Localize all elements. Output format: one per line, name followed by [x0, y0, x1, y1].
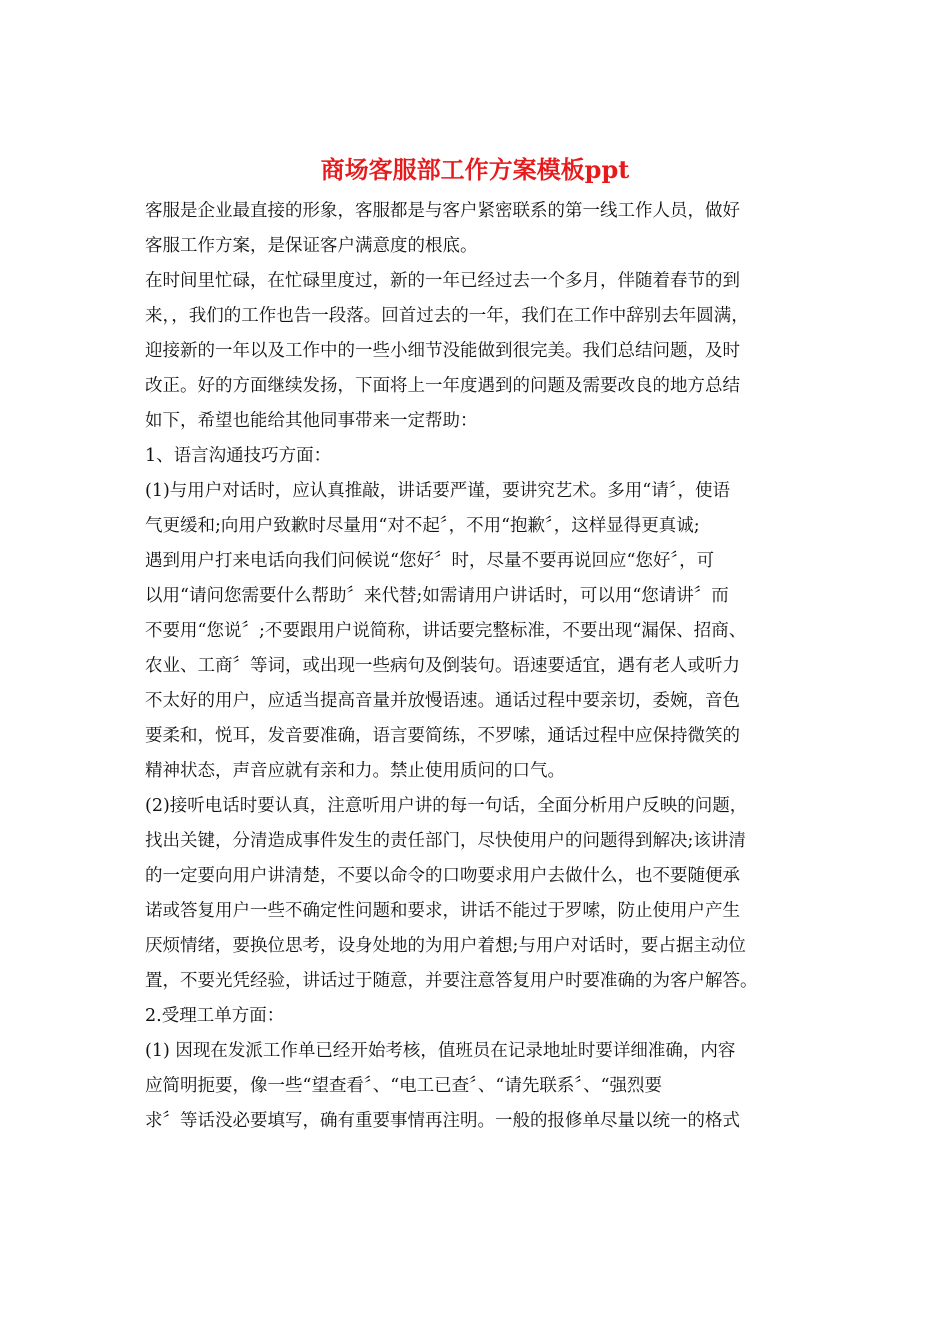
- text-line: 迎接新的一年以及工作中的一些小细节没能做到很完美。我们总结问题，及时: [145, 341, 740, 361]
- text-line: (1) 因现在发派工作单已经开始考核，值班员在记录地址时要详细准确，内容: [145, 1041, 736, 1061]
- text-line: 客服是企业最直接的形象，客服都是与客户紧密联系的第一线工作人员，做好: [145, 201, 740, 221]
- text-line: 置，不要光凭经验，讲话过于随意，并要注意答复用户时要准确的为客户解答。: [145, 971, 758, 991]
- text-line: 诺或答复用户一些不确定性问题和要求，讲话不能过于罗嗦，防止使用户产生: [145, 901, 740, 921]
- document-body: [145, 194, 817, 1139]
- text-line: 以用“请问您需要什么帮助〞来代替;如需请用户讲话时，可以用“您请讲〞而: [145, 586, 729, 606]
- text-line: 如下，希望也能给其他同事带来一定帮助：: [145, 411, 478, 431]
- text-line: 气更缓和;向用户致歉时尽量用“对不起〞，不用“抱歉〞，这样显得更真诚;: [145, 516, 700, 536]
- text-line: 求〞等话没必要填写，确有重要事情再注明。一般的报修单尽量以统一的格式: [145, 1111, 740, 1131]
- section-heading: 2.受理工单方面：: [145, 1006, 285, 1026]
- text-line: 农业、工商〞等词，或出现一些病句及倒装句。语速要适宜，遇有老人或听力: [145, 656, 740, 676]
- text-line: (2)接听电话时要认真，注意听用户讲的每一句话，全面分析用户反映的问题，: [145, 796, 748, 816]
- text-line: 来，，我们的工作也告一段落。回首过去的一年，我们在工作中辞别去年圆满，: [145, 306, 749, 326]
- text-line: 厌烦情绪，要换位思考，设身处地的为用户着想;与用户对话时，要占据主动位: [145, 936, 746, 956]
- section-heading: 1、语言沟通技巧方面：: [145, 446, 332, 466]
- text-line: 客服工作方案，是保证客户满意度的根底。: [145, 236, 478, 256]
- text-line: 不要用“您说〞;不要跟用户说简称，讲话要完整标准，不要出现“漏保、招商、: [145, 621, 747, 641]
- text-line: (1)与用户对话时，应认真推敲，讲话要严谨，要讲究艺术。多用“请〞，使语: [145, 481, 730, 501]
- text-line: 应简明扼要，像一些“望查看〞、“电工已查〞、“请先联系〞、“强烈要: [145, 1076, 663, 1096]
- text-line: 要柔和，悦耳，发音要准确，语言要简练，不罗嗦，通话过程中应保持微笑的: [145, 726, 740, 746]
- text-line: 不太好的用户，应适当提高音量并放慢语速。通话过程中要亲切，委婉，音色: [145, 691, 740, 711]
- text-line: 找出关键，分清造成事件发生的责任部门，尽快使用户的问题得到解决;该讲清: [145, 831, 746, 851]
- text-line: 在时间里忙碌，在忙碌里度过，新的一年已经过去一个多月，伴随着春节的到: [145, 271, 740, 291]
- text-line: 精神状态，声音应就有亲和力。禁止使用质问的口气。: [145, 761, 565, 781]
- text-line: 的一定要向用户讲清楚，不要以命令的口吻要求用户去做什么，也不要随便承: [145, 866, 740, 886]
- text-line: 遇到用户打来电话向我们问候说“您好〞时，尽量不要再说回应“您好〞，可: [145, 551, 715, 571]
- text-line: 改正。好的方面继续发扬，下面将上一年度遇到的问题及需要改良的地方总结: [145, 376, 740, 396]
- document-title: 商场客服部工作方案模板ppt: [320, 155, 630, 184]
